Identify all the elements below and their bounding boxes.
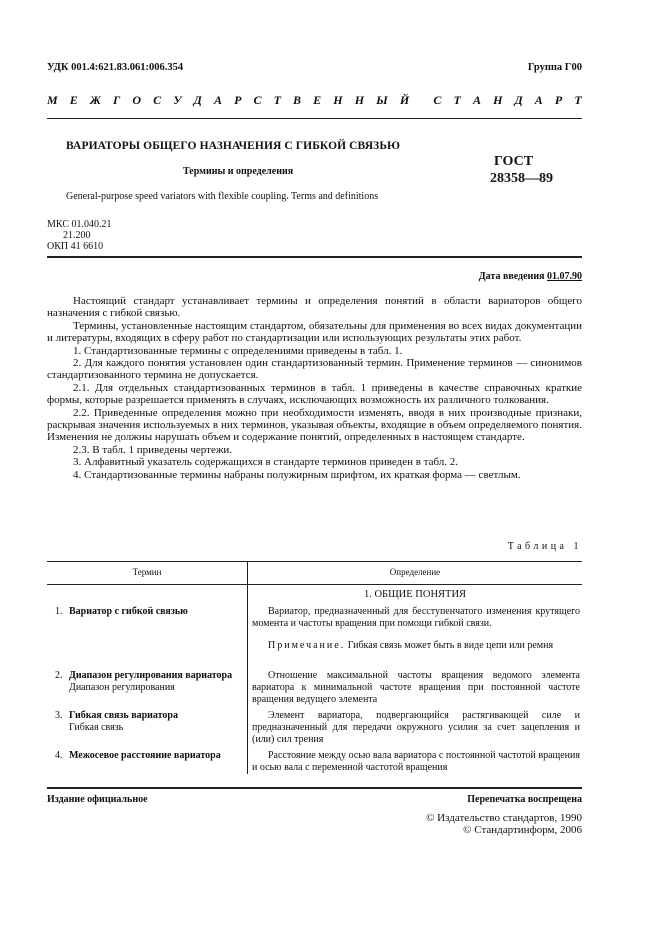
heading-letter: Н [354,93,365,107]
paragraph: 2.3. В табл. 1 приведены чертежи. [73,443,233,456]
mks-code-2: 21.200 [63,230,91,241]
heading-letter: О [132,93,141,107]
table-row-term [55,710,243,733]
heading-letter: М [47,93,58,107]
paragraph: 2.1. Для отдельных стандартизованных терминов в табл. 1 приведены в качестве справочных краткие формы, которые разрешается применять в случаях, исключающих возможность их различного толкования. [47,381,582,407]
table-row-term [55,670,243,693]
copyright-block [426,812,582,836]
paragraph: 1. Стандартизованные термины с определениями приведены в табл. 1. [73,344,403,357]
table-row-definition [252,710,580,746]
heading-letter: Р [234,93,242,107]
definition-text: Расстояние между осью вала вариатора с постоянной частотой вращения и осью вала с переменной частотой вращения [252,750,580,773]
heading-letter: У [173,93,182,107]
definition-text: Вариатор, предназначенный для бесступенчатого изменения крутящего момента и частоты вращения при помощи гибкой связи. [252,606,580,629]
heading-letter: Д [514,93,523,107]
classification-codes [47,219,111,252]
definition-note [252,640,580,652]
gost-label: ГОСТ [494,154,534,169]
column-header-term: Термин [132,567,162,577]
table-row-term [55,750,243,762]
heading-letter: Т [453,93,461,107]
paragraph: Термины, установленные настоящим стандартом, обязательны для применения во всех видах документации и литературы, входящих в сферу работ по стандартизации или использующих результаты этих работ. [47,319,582,345]
header-divider [47,118,582,119]
document-subtitle: Термины и определения [183,166,294,177]
column-header-definition: Определение [389,567,441,577]
heading-letter: Н [333,93,343,107]
paragraph: 4. Стандартизованные термины набраны полужирным шрифтом, их краткая форма — светлым. [73,468,521,481]
term-name: Диапазон регулирования вариатора [69,670,233,681]
heading-letter: Е [69,93,78,107]
gost-number: 28358—89 [490,171,553,186]
heading-letter: А [213,93,222,107]
term-name: Межосевое расстояние вариатора [69,750,221,761]
heading-letter: Е [313,93,322,107]
okp-code: ОКП 41 6610 [47,241,104,252]
footer-divider [47,787,582,789]
table-row-term [55,606,243,618]
term-number: 2. [55,670,63,681]
table-top-border [47,561,582,562]
heading-letter: С [253,93,262,107]
group-code: Группа Г00 [527,62,582,73]
body-text [47,295,582,481]
table-section-heading: 1. ОБЩИЕ ПОНЯТИЯ [363,589,467,600]
date-value: 01.07.90 [547,271,582,282]
heading-letter: Д [193,93,202,107]
paragraph: 2. Для каждого понятия установлен один стандартизованный термин. Применение терминов — синонимов стандартизованного термина не допускается. [47,357,582,382]
heading-letter: С [153,93,162,107]
introduction-date [479,271,582,282]
official-edition-label: Издание официальное [47,794,148,805]
term-number: 4. [55,750,63,761]
heading-letter: Н [493,93,503,107]
heading-letter: Ы [376,93,388,107]
term-short-form: Диапазон регулирования [69,681,175,693]
document-title: ВАРИАТОРЫ ОБЩЕГО НАЗНАЧЕНИЯ С ГИБКОЙ СВЯЗЬЮ [66,140,401,152]
date-label: Дата введения [478,271,545,282]
heading-letter: В [293,93,302,107]
heading-letter: Т [574,93,582,107]
heading-letter: Й [399,93,410,107]
heading-letter: Т [273,93,281,107]
reprint-prohibited-label: Перепечатка воспрещена [467,794,582,805]
table-row-definition [252,670,580,706]
mks-code: МКС 01.040.21 [47,219,112,230]
classification-divider [47,256,582,258]
table-row-definition [252,750,580,774]
paragraph: 3. Алфавитный указатель содержащихся в стандарте терминов приведен в табл. 2. [73,456,459,469]
heading-letter: Г [112,93,121,107]
term-number: 1. [55,606,63,617]
english-title: General-purpose speed variators with flexible coupling. Terms and definitions [66,191,379,202]
heading-letter: Р [554,93,563,107]
definition-text: Элемент вариатора, подвергающийся растягивающей силе и предназначенный для передачи окружного усилия за счет зацепления и (или) сил трения [252,710,580,745]
note-label: Примечание. [268,640,346,651]
term-number: 3. [55,710,63,721]
term-short-form: Гибкая связь [69,721,124,733]
table-header-border [47,584,582,585]
heading-letter: А [534,93,543,107]
definition-text: Отношение максимальной частоты вращения ведомого элемента вариатора к минимальной частоте вращения при постоянной частоте вращения ведущего элемента [252,670,580,705]
paragraph: Настоящий стандарт устанавливает термины и определения понятий в области вариаторов общего назначения с гибкой связью. [47,295,582,320]
udk-code: УДК 001.4:621.83.061:006.354 [47,62,184,73]
heading-letter: С [433,93,442,107]
note-text: Гибкая связь может быть в виде цепи или ремня [347,640,554,651]
gost-designation [490,153,553,187]
heading-letter: А [472,93,481,107]
term-name: Гибкая связь вариатора [69,710,178,721]
copyright-line: © Издательство стандартов, 1990 [426,812,582,824]
interstate-standard-heading [47,93,582,108]
table-caption: Таблица 1 [507,541,582,552]
copyright-line: © Стандартинформ, 2006 [463,824,582,836]
paragraph: 2.2. Приведенные определения можно при необходимости изменять, вводя в них производные признаки, раскрывая значения используемых в них терминов, указывая объекты, входящие в объем определяемого понятия. Изменения не должны нарушать объем и содержание понятий, определенных в настоящем стандарте. [47,406,582,444]
term-name: Вариатор с гибкой связью [69,606,188,617]
heading-letter: Ж [89,93,101,107]
table-row-definition [252,606,580,652]
